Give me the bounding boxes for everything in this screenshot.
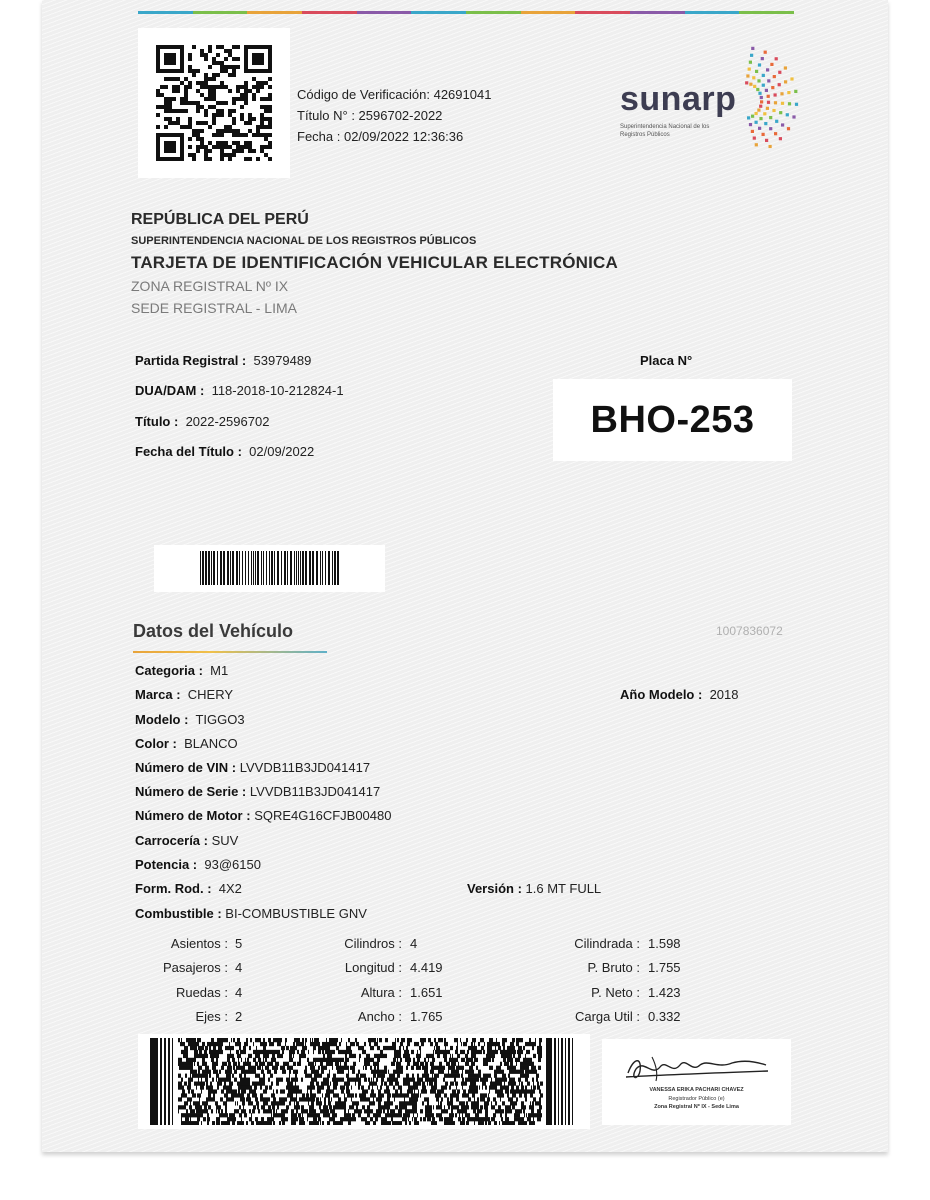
verification-block [297,84,491,147]
dua-value: 118-2018-10-212824-1 [211,383,344,398]
stripe-segment [193,11,248,14]
registrar-signature [602,1039,791,1125]
fecha-titulo-row [135,444,314,459]
vin-value: LVVDB11B3JD041417 [239,760,371,775]
partida-row [135,353,311,368]
verification-code: Código de Verificación: 42691041 [297,87,492,102]
potencia-value: 93@6150 [204,857,261,872]
cargautil-value: 0.332 [648,1009,681,1024]
document-number: 1007836072 [716,624,783,638]
pbruto-value: 1.755 [648,960,681,975]
fecha-titulo-value: 02/09/2022 [249,444,315,459]
section-underline [133,651,327,653]
sede-label: SEDE REGISTRAL - LIMA [131,300,297,316]
categoria-value: M1 [210,663,229,678]
pdf417-barcode [138,1034,590,1129]
formrod-row [135,881,242,896]
cargautil-label: Carga Util : [574,1009,640,1024]
ejes-value: 2 [235,1009,243,1024]
cilindros-value: 4 [410,936,418,951]
longitud-value: 4.419 [410,960,443,975]
qr-code [138,28,290,178]
titulo-row [135,414,269,429]
dua-row [135,383,344,398]
serie-value: LVVDB11B3JD041417 [249,784,381,799]
longitud-label: Longitud : [344,960,402,975]
serie-row [135,784,380,799]
signature-scribble [622,1051,772,1087]
asientos-label: Asientos : [170,936,228,951]
registrar-name: VANESSA ERIKA PACHARI CHAVEZ [649,1087,744,1093]
stripe-segment [739,11,794,14]
potencia-row [135,857,261,872]
cilindros-label: Cilindros : [344,936,402,951]
logo-name: sunarp [620,80,737,118]
formrod-label: Form. Rod. : [135,881,212,896]
color-stripe [138,11,794,14]
issue-date: Fecha : 02/09/2022 12:36:36 [297,129,464,144]
logo-dots-icon [702,44,807,149]
motor-label: Número de Motor : [135,808,251,823]
logo-subtitle: Superintendencia Nacional de los Registros Públicos [620,124,710,138]
anio-row [620,687,738,702]
ejes-label: Ejes : [195,1009,228,1024]
pasajeros-label: Pasajeros : [162,960,228,975]
vin-row [135,760,370,775]
asientos-value: 5 [235,936,243,951]
dua-label: DUA/DAM : [135,383,205,398]
motor-row [135,808,391,823]
stripe-segment [630,11,685,14]
vin-label: Número de VIN : [135,760,237,775]
partida-value: 53979489 [253,353,312,368]
color-row [135,736,238,751]
modelo-row [135,712,245,727]
sunarp-logo [612,44,807,154]
color-label: Color : [135,736,177,751]
combustible-label: Combustible : [135,906,222,921]
color-value: BLANCO [184,736,238,751]
version-row [467,881,601,896]
stripe-segment [685,11,740,14]
titulo-label: Título : [135,414,179,429]
cilindrada-value: 1.598 [648,936,681,951]
categoria-label: Categoria : [135,663,203,678]
pneto-label: P. Neto : [591,985,640,1000]
carroceria-row [135,833,238,848]
combustible-row [135,906,367,921]
formrod-value: 4X2 [218,881,242,896]
stripe-segment [521,11,576,14]
pasajeros-value: 4 [235,960,243,975]
anio-label: Año Modelo : [620,687,703,702]
pbruto-label: P. Bruto : [587,960,640,975]
carroceria-label: Carrocería : [135,833,208,848]
altura-label: Altura : [360,985,402,1000]
fecha-titulo-label: Fecha del Título : [135,444,242,459]
ruedas-value: 4 [235,985,243,1000]
modelo-value: TIGGO3 [195,712,245,727]
version-label: Versión : [467,881,522,896]
republic-heading: REPÚBLICA DEL PERÚ [131,211,309,228]
titulo-value: 2022-2596702 [185,414,270,429]
registrar-office: Zona Registral Nº IX - Sede Lima [654,1104,739,1110]
marca-row [135,687,233,702]
stripe-segment [575,11,630,14]
plate-label: Placa N° [640,353,693,368]
partida-label: Partida Registral : [135,353,247,368]
pneto-value: 1.423 [648,985,681,1000]
zone-label: ZONA REGISTRAL Nº IX [131,278,289,294]
stripe-segment [411,11,466,14]
ruedas-label: Ruedas : [175,985,228,1000]
categoria-row [135,663,228,678]
stripe-segment [302,11,357,14]
ancho-value: 1.765 [410,1009,443,1024]
vehicle-section-title: Datos del Vehículo [133,621,294,641]
ancho-label: Ancho : [357,1009,402,1024]
superintendency-heading: SUPERINTENDENCIA NACIONAL DE LOS REGISTROS PÚBLICOS [131,235,477,247]
altura-value: 1.651 [410,985,443,1000]
stripe-segment [466,11,521,14]
modelo-label: Modelo : [135,712,189,727]
potencia-label: Potencia : [135,857,198,872]
stripe-segment [247,11,302,14]
marca-value: CHERY [187,687,234,702]
stripe-segment [357,11,412,14]
serie-label: Número de Serie : [135,784,247,799]
carroceria-value: SUV [211,833,239,848]
anio-value: 2018 [709,687,739,702]
title-number: Título N° : 2596702-2022 [297,108,443,123]
marca-label: Marca : [135,687,181,702]
version-value: 1.6 MT FULL [525,881,602,896]
cilindrada-label: Cilindrada : [574,936,640,951]
registrar-role: Registrador Público (e) [668,1096,725,1102]
stripe-segment [138,11,193,14]
plate-number: BHO-253 [553,379,792,461]
barcode [154,545,385,592]
motor-value: SQRE4G16CFJB00480 [254,808,392,823]
card-title: TARJETA DE IDENTIFICACIÓN VEHICULAR ELECTRÓNICA [131,253,618,272]
combustible-value: BI-COMBUSTIBLE GNV [225,906,367,921]
